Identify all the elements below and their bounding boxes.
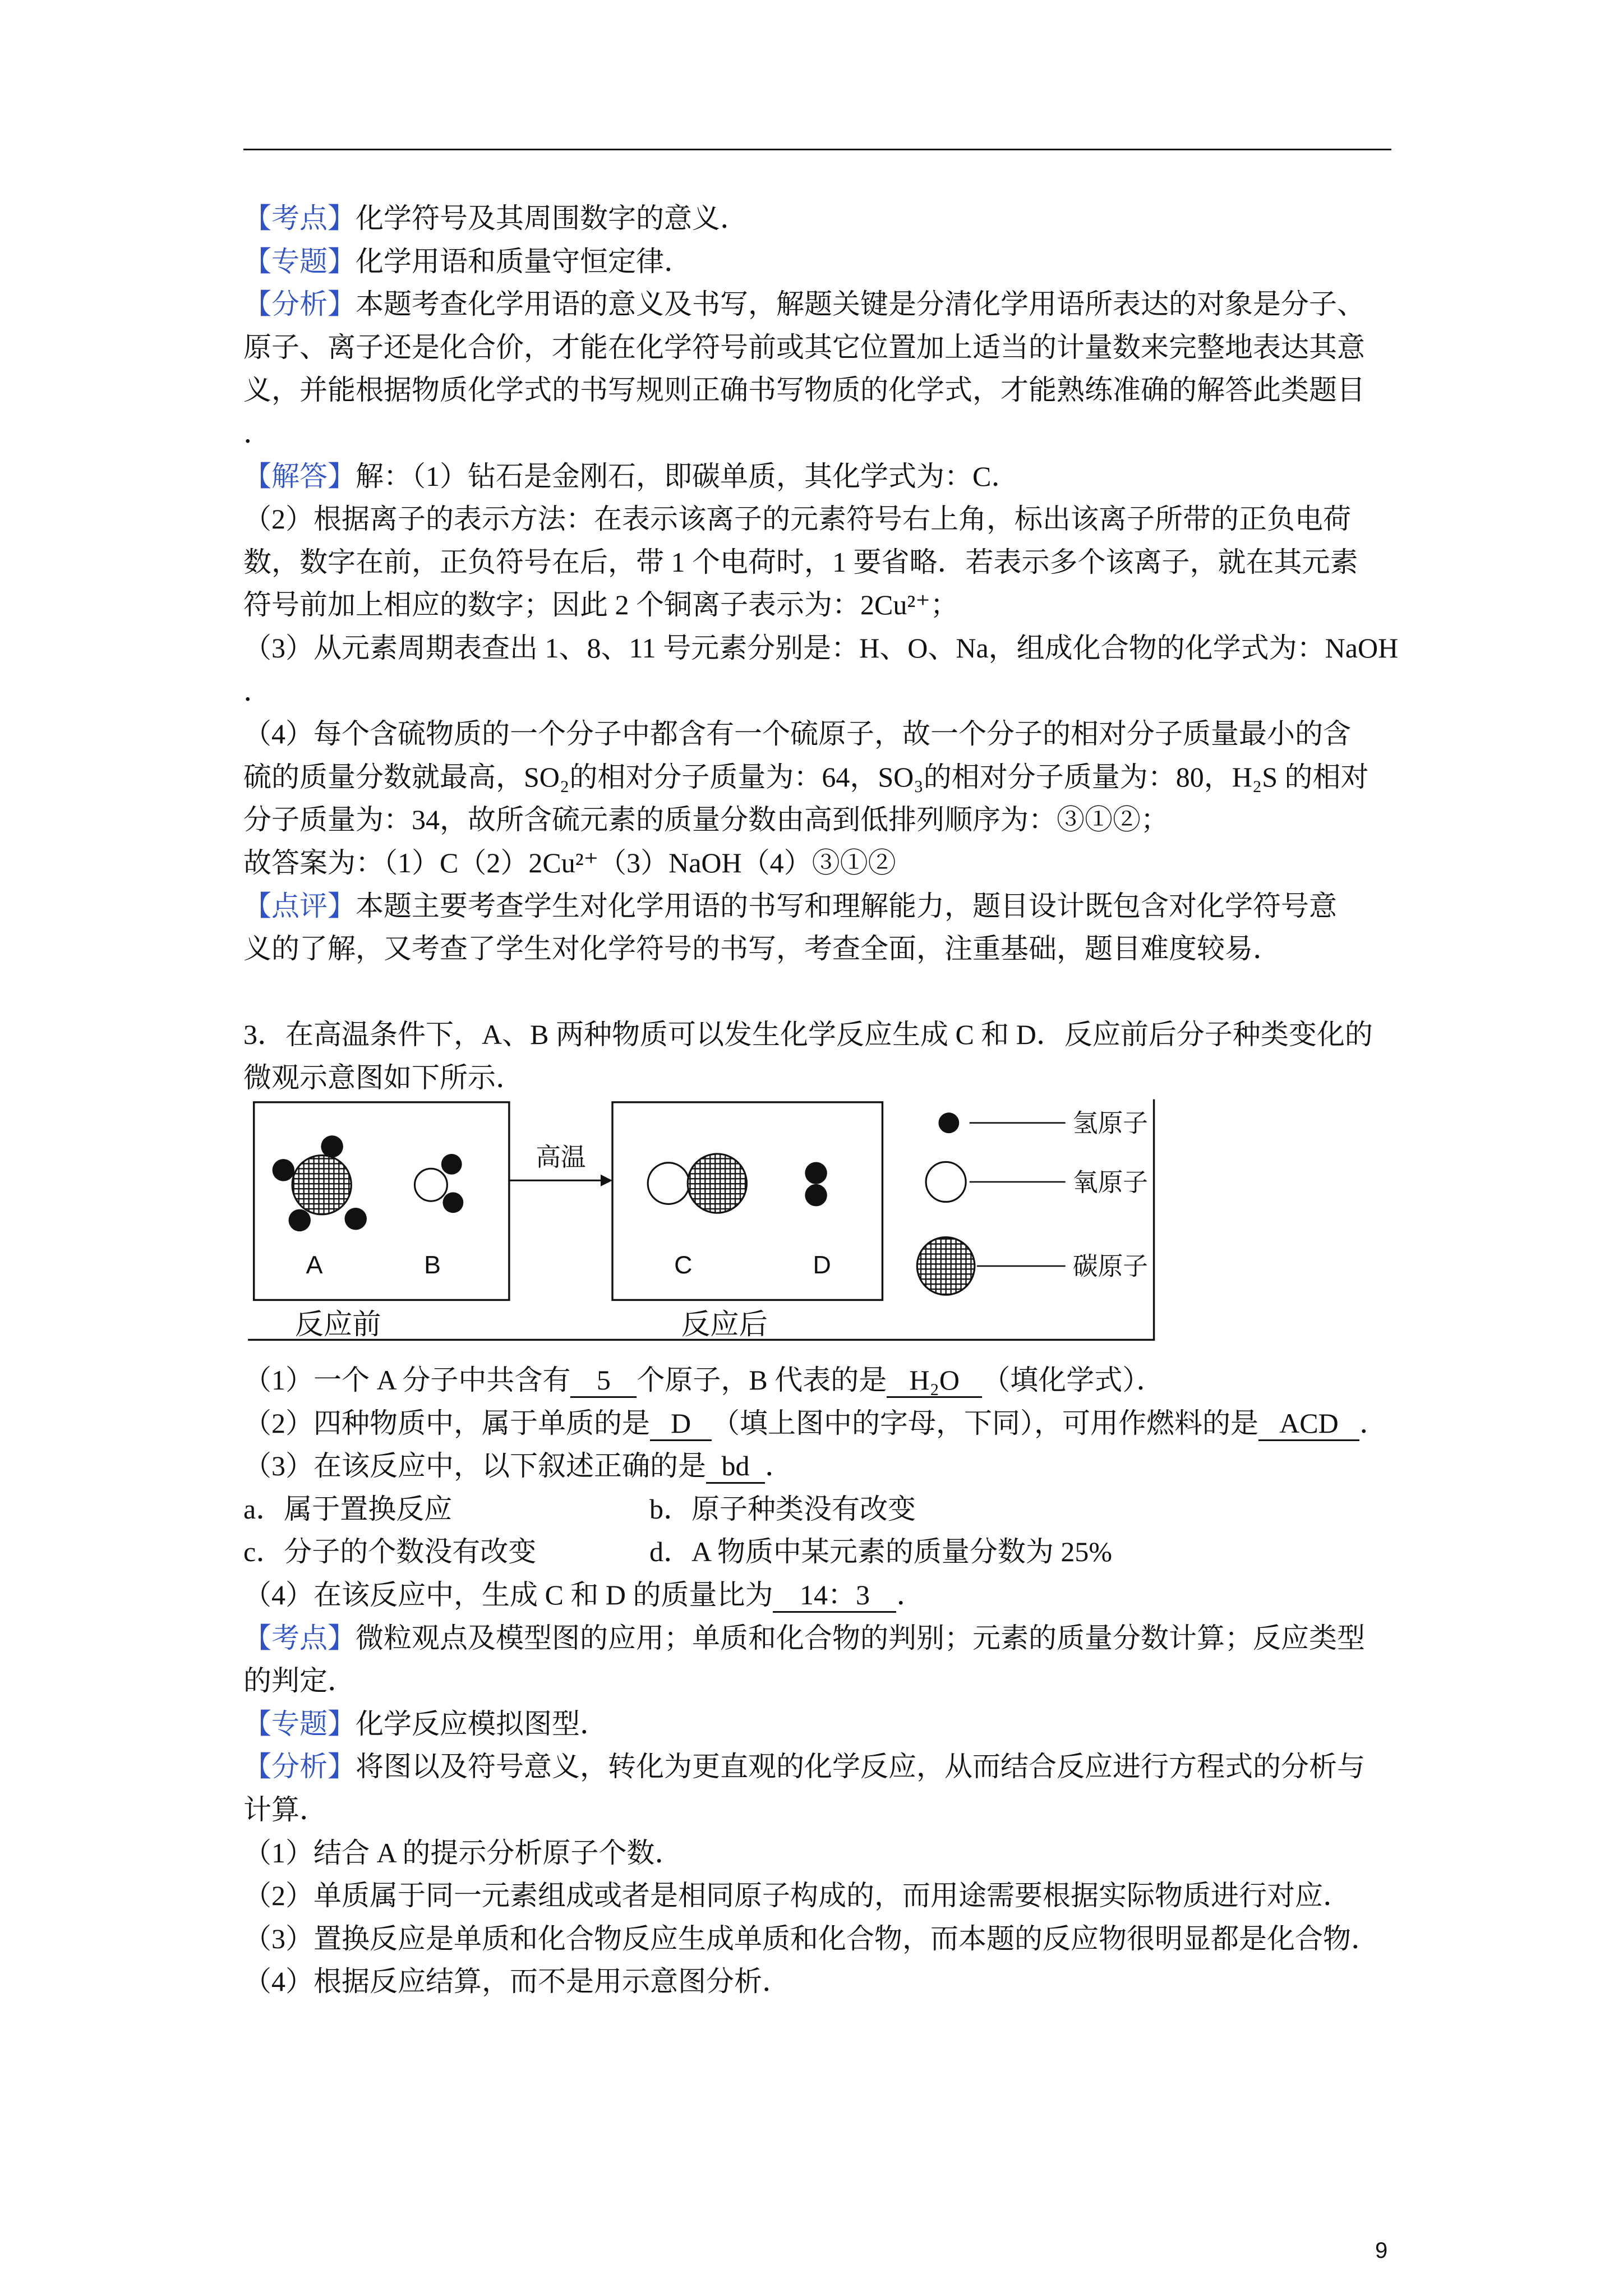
hydrogen-atom-icon <box>442 1192 463 1213</box>
molecule-c <box>648 1154 746 1213</box>
sub-question-3 <box>243 1444 1444 1488</box>
line-text: （1）结合 A 的提示分析原子个数． <box>243 1837 683 1869</box>
previous-solution <box>243 197 1444 970</box>
question-3-stem <box>243 1013 1444 1099</box>
section-tag: 【考点】 <box>243 1622 356 1654</box>
text-line <box>243 541 1444 584</box>
sub-question-text: （填化学式）． <box>982 1364 1165 1396</box>
line-text: ． <box>243 417 271 449</box>
after-caption: 反应后 <box>681 1308 768 1340</box>
text-line <box>243 756 1444 799</box>
stem-line <box>243 1013 1444 1056</box>
molecule-label-c: C <box>674 1251 693 1280</box>
line-text: 将图以及符号意义，转化为更直观的化学反应，从而结合反应进行方程式的分析与 <box>356 1751 1365 1783</box>
answer-blank: D <box>650 1407 712 1441</box>
molecule-d <box>805 1162 827 1206</box>
line-text: 的判定． <box>243 1665 356 1697</box>
line-text: （2）根据离子的表示方法：在表示该离子的元素符号右上角，标出该离子所带的正负电荷 <box>243 503 1351 535</box>
text-line <box>243 369 1444 412</box>
zhuanti-line <box>243 1703 1444 1746</box>
text-line <box>243 1659 1444 1703</box>
sub-question-4 <box>243 1573 1444 1617</box>
arrow-condition-label: 高温 <box>536 1144 586 1172</box>
carbon-atom-icon <box>688 1154 746 1213</box>
line-text: 解：（1）钻石是金刚石，即碳单质，其化学式为：C． <box>356 460 1020 492</box>
line-text: 本题考查化学用语的意义及书写，解题关键是分清化学用语所表达的对象是分子、 <box>356 288 1365 320</box>
line-text: 化学反应模拟图型． <box>356 1708 608 1740</box>
line-text: 本题主要考查学生对化学用语的书写和理解能力，题目设计既包含对化学符号意 <box>356 890 1337 922</box>
text-line <box>243 1960 1444 2003</box>
stem-line <box>243 1056 1444 1099</box>
molecule-a <box>273 1135 367 1231</box>
section-tag: 【分析】 <box>243 1751 356 1783</box>
molecule-label-d: D <box>813 1251 831 1280</box>
text-line <box>243 583 1444 627</box>
section-tag: 【专题】 <box>243 1708 356 1740</box>
molecule-label-b: B <box>424 1251 441 1280</box>
after-box <box>612 1102 882 1300</box>
text-line <box>243 498 1444 541</box>
molecule-b <box>414 1154 463 1213</box>
answer-summary-line <box>243 841 1444 885</box>
hydrogen-atom-icon <box>805 1184 827 1206</box>
text-line <box>243 412 1444 455</box>
page-number: 9 <box>1375 2238 1388 2263</box>
line-text: （3）从元素周期表查出 1、8、11 号元素分别是：H、O、Na，组成化合物的化学式为：NaOH <box>243 632 1399 664</box>
line-text: 硫的质量分数就最高，SO₂的相对分子质量为：64，SO₃的相对分子质量为：80，H₂S 的相对 <box>243 761 1369 793</box>
fenxi-line <box>243 1745 1444 1788</box>
zhuanti-line <box>243 240 1444 283</box>
line-text: （4）根据反应结算，而不是用示意图分析． <box>243 1966 790 1998</box>
line-text: 义的了解，又考查了学生对化学符号的书写，考查全面，注重基础，题目难度较易． <box>243 933 1281 965</box>
legend-carbon <box>917 1237 1148 1295</box>
hydrogen-atom-icon <box>805 1162 827 1184</box>
legend-label-hydrogen: 氢原子 <box>1072 1110 1149 1138</box>
text-line <box>243 1832 1444 1875</box>
sub-question-text: （3）在该反应中，以下叙述正确的是 <box>243 1450 706 1482</box>
before-caption: 反应前 <box>294 1308 381 1340</box>
sub-question-text: （2）四种物质中，属于单质的是 <box>243 1407 650 1439</box>
hydrogen-atom-icon <box>344 1208 366 1230</box>
answer-blank: bd <box>706 1450 765 1484</box>
line-text: 义，并能根据物质化学式的书写规则正确书写物质的化学式，才能熟练准确的解答此类题目 <box>243 374 1365 406</box>
option-d: d．A 物质中某元素的质量分数为 25% <box>649 1536 1112 1568</box>
hydrogen-atom-icon <box>938 1112 959 1133</box>
kaodian-line <box>243 197 1444 240</box>
molecule-label-a: A <box>306 1251 323 1280</box>
text-line <box>243 927 1444 970</box>
text-line <box>243 670 1444 713</box>
line-text: 分子质量为：34，故所含硫元素的质量分数由高到低排列顺序为：③①②； <box>243 804 1169 836</box>
section-tag: 【分析】 <box>243 288 356 320</box>
legend-oxygen <box>926 1162 1148 1202</box>
oxygen-atom-icon <box>648 1163 689 1204</box>
sub-question-2 <box>243 1402 1444 1445</box>
line-text: 原子、离子还是化合价，才能在化学符号前或其它位置加上适当的计量数来完整地表达其意 <box>243 331 1365 363</box>
answer-blank: 5 <box>570 1364 637 1398</box>
section-tag: 【解答】 <box>243 460 356 492</box>
text-line <box>243 627 1444 670</box>
line-text: ． <box>243 675 271 707</box>
sub-question-1 <box>243 1359 1444 1402</box>
hydrogen-atom-icon <box>321 1135 343 1157</box>
sub-question-text: ． <box>765 1450 793 1482</box>
hydrogen-atom-icon <box>289 1209 311 1231</box>
section-tag: 【考点】 <box>243 203 356 234</box>
line-text: 微观示意图如下所示． <box>243 1061 524 1093</box>
line-text: 3．在高温条件下，A、B 两种物质可以发生化学反应生成 C 和 D．反应前后分子种类变化的 <box>243 1019 1373 1050</box>
options-row <box>243 1488 1444 1531</box>
legend-label-oxygen: 氧原子 <box>1072 1168 1149 1197</box>
options-row <box>243 1530 1444 1573</box>
option-c: c．分子的个数没有改变 <box>243 1536 537 1568</box>
sub-question-text: ． <box>1359 1407 1387 1439</box>
fenxi-line <box>243 283 1444 326</box>
section-tag: 【点评】 <box>243 890 356 922</box>
before-box <box>254 1102 509 1300</box>
option-b: b．原子种类没有改变 <box>649 1493 916 1525</box>
hydrogen-atom-icon <box>273 1159 294 1181</box>
dianping-line <box>243 885 1444 928</box>
text-line <box>243 1788 1444 1832</box>
carbon-atom-icon <box>917 1237 975 1295</box>
line-text: 微粒观点及模型图的应用；单质和化合物的判别；元素的质量分数计算；反应类型 <box>356 1622 1365 1654</box>
question-3-body <box>243 1359 1444 2003</box>
sub-question-text: （1）一个 A 分子中共含有 <box>243 1364 571 1396</box>
answer-blank: ACD <box>1258 1407 1359 1441</box>
carbon-atom-icon <box>292 1156 351 1214</box>
text-line <box>243 1917 1444 1961</box>
sub-question-text: （填上图中的字母，下同），可用作燃料的是 <box>712 1407 1258 1439</box>
line-text: （4）每个含硫物质的一个分子中都含有一个硫原子，故一个分子的相对分子质量最小的含 <box>243 718 1351 750</box>
jieda-line <box>243 455 1444 498</box>
line-text: 故答案为：（1）C（2）2Cu²⁺（3）NaOH（4）③①② <box>243 846 896 878</box>
option-a: a．属于置换反应 <box>243 1493 453 1525</box>
legend-label-carbon: 碳原子 <box>1072 1253 1149 1281</box>
hydrogen-atom-icon <box>441 1154 462 1175</box>
oxygen-atom-icon <box>414 1168 447 1201</box>
line-text: （3）置换反应是单质和化合物反应生成单质和化合物，而本题的反应物很明显都是化合物． <box>243 1922 1379 1954</box>
legend-hydrogen <box>938 1110 1148 1138</box>
text-line <box>243 798 1444 841</box>
answer-blank: 14：3 <box>773 1579 896 1613</box>
sub-question-text: （4）在该反应中，生成 C 和 D 的质量比为 <box>243 1579 773 1611</box>
text-line <box>243 1874 1444 1917</box>
text-line <box>243 326 1444 369</box>
line-text: 符号前加上相应的数字；因此 2 个铜离子表示为：2Cu²⁺； <box>243 589 958 621</box>
sub-question-text: 个原子，B 代表的是 <box>637 1364 887 1396</box>
section-tag: 【专题】 <box>243 245 356 277</box>
reaction-arrow-head <box>601 1175 612 1186</box>
text-line <box>243 712 1444 756</box>
line-text: 化学符号及其周围数字的意义． <box>356 203 748 234</box>
oxygen-atom-icon <box>926 1162 966 1202</box>
sub-question-text: ． <box>896 1579 925 1611</box>
kaodian-line <box>243 1617 1444 1660</box>
line-text: （2）单质属于同一元素组成或者是相同原子构成的，而用途需要根据实际物质进行对应． <box>243 1880 1351 1912</box>
reaction-diagram <box>248 1098 1157 1346</box>
line-text: 计算． <box>243 1793 328 1825</box>
header-rule <box>243 149 1391 150</box>
line-text: 化学用语和质量守恒定律． <box>356 245 692 277</box>
line-text: 数，数字在前，正负符号在后，带 1 个电荷时，1 要省略．若表示多个该离子，就在其元素 <box>243 546 1358 578</box>
answer-blank: H₂O <box>887 1364 982 1398</box>
